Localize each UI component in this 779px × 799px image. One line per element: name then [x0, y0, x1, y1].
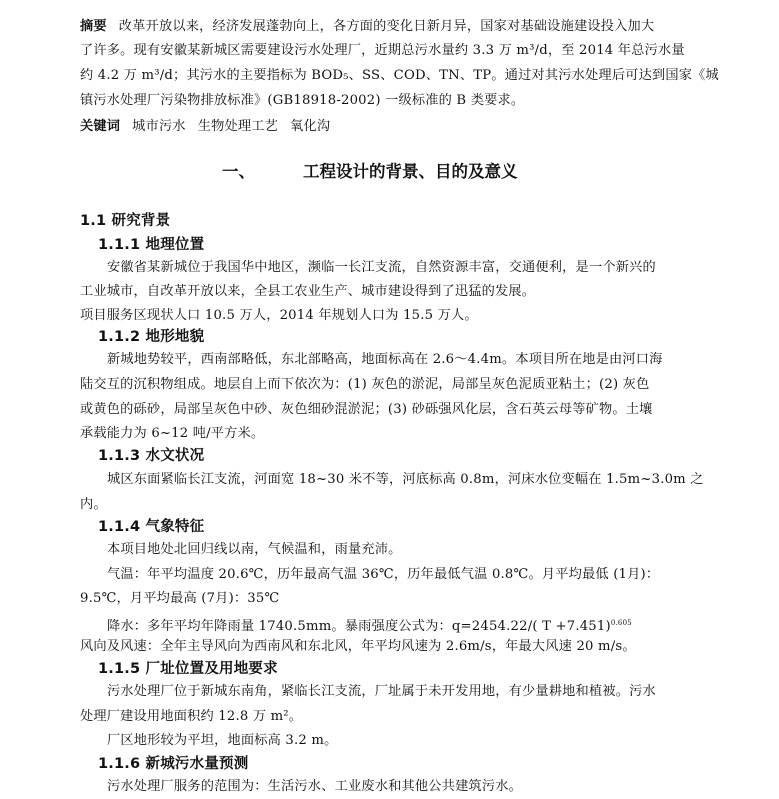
section-1-1-4-heading: 1.1.4 气象特征: [98, 519, 205, 535]
s116-line-1: 污水处理厂服务的范围为：生活污水、工业废水和其他公共建筑污水。: [107, 779, 523, 794]
s111-line-2: 工业城市，自改革开放以来，全县工农业生产、城市建设得到了迅猛的发展。: [80, 284, 536, 299]
abstract-line-4: 镇污水处理厂污染物排放标准》(GB18918-2002) 一级标准的 B 类要求。: [80, 93, 525, 108]
section-1-1-6-heading: 1.1.6 新城污水量预测: [98, 756, 249, 772]
s115-line-2: 处理厂建设用地面积约 12.8 万 m²。: [80, 709, 303, 724]
s111-line-1: 安徽省某新城位于我国华中地区，濒临一长江支流，自然资源丰富，交通便利，是一个新兴的: [107, 260, 656, 275]
abstract-line-1: [80, 15, 654, 39]
s113-line-1: 城区东面紧临长江支流，河面宽 18~30 米不等，河底标高 0.8m，河床水位变幅在 1.5m~3.0m 之: [107, 472, 704, 487]
s112-line-1: 新城地势较平，西南部略低，东北部略高，地面标高在 2.6～4.4m。本项目所在地是由河口海: [107, 352, 663, 367]
abstract-line-2: 了许多。现有安徽某新城区需要建设污水处理厂，近期总污水量约 3.3 万 m³/d，至 2014 年总污水量: [80, 43, 685, 58]
section-1-1-3-heading: 1.1.3 水文状况: [98, 448, 205, 464]
s113-line-2: 内。: [80, 497, 107, 512]
chapter-number: 一、: [222, 162, 255, 181]
rain-formula-text: 降水：多年平均年降雨量 1740.5mm。暴雨强度公式为：q=2454.22/( T +7.451): [107, 619, 611, 634]
s114-line-2: 气温：年平均温度 20.6℃，历年最高气温 36℃，历年最低气温 0.8℃。月平均最低 (1月)：: [107, 567, 660, 582]
s112-line-3: 或黄色的砾砂，局部呈灰色中砂、灰色细砂混淤泥；(3) 砂砾强风化层，含石英云母等矿物。土壤: [80, 402, 653, 417]
s114-line-3: 9.5℃，月平均最高 (7月)：35℃: [80, 591, 280, 606]
s112-line-2: 陆交互的沉积物组成。地层自上而下依次为：(1) 灰色的淤泥，局部呈灰色泥质亚粘土；(2) 灰色: [80, 377, 650, 392]
s114-rain-line: [107, 611, 632, 635]
s112-line-4: 承载能力为 6~12 吨/平方米。: [80, 426, 265, 441]
chapter-title: 工程设计的背景、目的及意义: [303, 162, 518, 181]
keyword-1: 城市污水: [132, 119, 186, 134]
section-1-1-heading: 1.1 研究背景: [80, 213, 171, 229]
s115-line-3: 厂区地形较为平坦，地面标高 3.2 m。: [107, 733, 338, 748]
section-1-1-1-heading: 1.1.1 地理位置: [98, 237, 205, 253]
abstract-text-1: 改革开放以来，经济发展蓬勃向上，各方面的变化日新月异，国家对基础设施建设投入加大: [118, 19, 655, 34]
keyword-2: 生物处理工艺: [197, 119, 279, 134]
rain-formula-exponent: 0.605: [610, 619, 632, 627]
chapter-heading: [0, 158, 779, 186]
s111-line-3: 项目服务区现状人口 10.5 万人，2014 年规划人口为 15.5 万人。: [80, 308, 478, 323]
section-1-1-5-heading: 1.1.5 厂址位置及用地要求: [98, 661, 278, 677]
keyword-3: 氧化沟: [290, 119, 331, 134]
section-1-1-2-heading: 1.1.2 地形地貌: [98, 329, 205, 345]
abstract-label: 摘要: [80, 19, 107, 34]
keywords-line: [80, 115, 330, 139]
s114-line-1: 本项目地处北回归线以南，气候温和，雨量充沛。: [107, 542, 402, 557]
abstract-line-3: 约 4.2 万 m³/d；其污水的主要指标为 BOD₅、SS、COD、TN、TP。通过对其污水处理后可达到国家《城: [80, 68, 719, 83]
s114-wind-line: 风向及风速：全年主导风向为西南风和东北风，年平均风速为 2.6m/s，年最大风速 20 m/s。: [80, 639, 636, 654]
s115-line-1: 污水处理厂位于新城东南角，紧临长江支流，厂址属于未开发用地，有少量耕地和植被。污水: [107, 684, 656, 699]
keywords-label: 关键词: [80, 119, 121, 134]
